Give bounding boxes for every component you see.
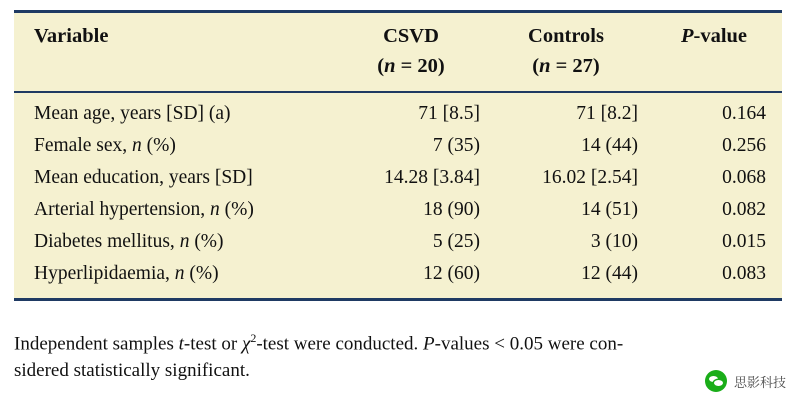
- cell-csvd: 14.28 [3.84]: [384, 166, 480, 188]
- table-row: [14, 99, 782, 131]
- cell-csvd: 5 (25): [432, 230, 480, 252]
- csvd-sub-n: n: [384, 55, 396, 78]
- table-body: [14, 93, 782, 298]
- csvd-sub-post: = 20): [395, 55, 445, 78]
- cell-pvalue: 0.164: [722, 103, 766, 125]
- wechat-icon: [705, 370, 727, 392]
- variable-text-italic: n: [174, 262, 185, 284]
- table-row: [14, 162, 782, 194]
- table-header: [14, 13, 782, 91]
- footnote-line2: sidered statistically significant.: [14, 360, 250, 382]
- variable-text-post: (%): [189, 230, 224, 252]
- cell-variable: [14, 229, 336, 256]
- column-header-controls: Controls: [528, 25, 604, 47]
- controls-sub-post: = 27): [550, 55, 600, 78]
- cell-csvd: 71 [8.5]: [418, 103, 480, 125]
- variable-text-italic: n: [179, 230, 190, 252]
- cell-csvd: 7 (35): [432, 134, 480, 156]
- controls-sub-n: n: [539, 55, 551, 78]
- table-row: [14, 130, 782, 162]
- cell-pvalue: 0.083: [722, 262, 766, 284]
- watermark-label: 思影科技: [733, 375, 786, 391]
- pvalue-rest: -value: [693, 25, 748, 47]
- variable-text-pre: Female sex,: [34, 134, 133, 156]
- variable-text-pre: Arterial hypertension,: [34, 198, 210, 220]
- stats-table: [14, 10, 782, 301]
- variable-text-pre: Mean age, years [SD] (a): [34, 103, 231, 125]
- variable-text-italic: n: [132, 134, 142, 156]
- table-row: [14, 226, 782, 258]
- csvd-sub-pre: (: [377, 55, 385, 78]
- footnote-superscript: 2: [250, 331, 257, 345]
- footnote-italic-t: t: [178, 333, 184, 355]
- footnote-part2: -test or: [183, 333, 242, 355]
- table-row: [14, 194, 782, 226]
- cell-variable: [14, 197, 336, 224]
- cell-controls: 14 (44): [581, 134, 638, 156]
- cell-csvd: 12 (60): [423, 262, 480, 284]
- variable-text-post: (%): [219, 198, 254, 220]
- cell-variable: [14, 101, 336, 128]
- column-subheader-controls: [486, 52, 646, 80]
- column-header-pvalue: [646, 22, 782, 50]
- footnote-part1: Independent samples: [14, 333, 179, 355]
- cell-controls: 16.02 [2.54]: [542, 166, 638, 188]
- header-row-line2: [14, 52, 782, 80]
- table-footnote: [14, 330, 714, 385]
- table-row: [14, 258, 782, 290]
- variable-text-pre: Hyperlipidaemia,: [34, 262, 175, 284]
- table-bottom-rule: [14, 298, 782, 301]
- controls-sub-pre: (: [532, 55, 540, 78]
- variable-text-post: (%): [141, 134, 176, 156]
- cell-controls: 71 [8.2]: [576, 103, 638, 125]
- cell-pvalue: 0.082: [722, 198, 766, 220]
- column-header-csvd: CSVD: [383, 25, 439, 47]
- watermark: [705, 370, 786, 392]
- variable-text-italic: n: [210, 198, 220, 220]
- column-subheader-csvd: [336, 52, 486, 80]
- cell-pvalue: 0.068: [722, 166, 766, 188]
- cell-variable: [14, 261, 336, 288]
- variable-text-pre: Mean education, years [SD]: [34, 166, 253, 188]
- cell-pvalue: 0.015: [722, 230, 766, 252]
- cell-controls: 3 (10): [590, 230, 638, 252]
- cell-csvd: 18 (90): [423, 198, 480, 220]
- variable-text-pre: Diabetes mellitus,: [34, 230, 180, 252]
- footnote-italic-chi: χ: [241, 333, 251, 355]
- cell-pvalue: 0.256: [722, 134, 766, 156]
- cell-variable: [14, 165, 336, 192]
- cell-variable: [14, 133, 336, 160]
- cell-controls: 12 (44): [581, 262, 638, 284]
- variable-text-post: (%): [184, 262, 219, 284]
- cell-controls: 14 (51): [581, 198, 638, 220]
- footnote-part3: -test were conducted.: [256, 333, 424, 355]
- header-row-line1: [14, 22, 782, 50]
- column-header-variable: Variable: [34, 25, 109, 47]
- pvalue-italic-p: P: [680, 25, 694, 47]
- footnote-part4: -values < 0.05 were con-: [434, 333, 624, 355]
- footnote-italic-p: P: [423, 333, 435, 355]
